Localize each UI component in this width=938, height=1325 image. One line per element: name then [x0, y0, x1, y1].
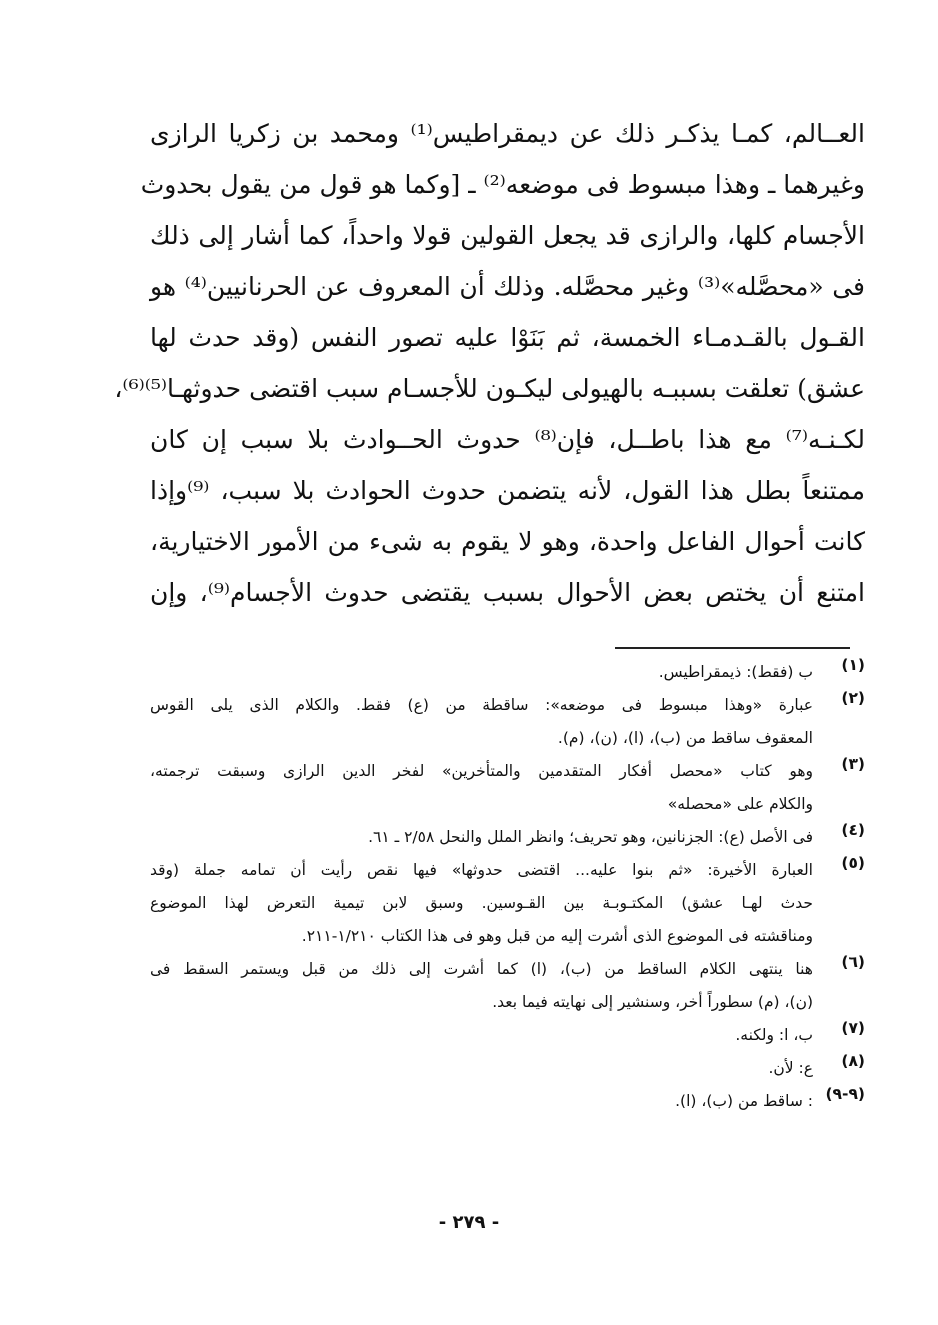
main-line: وغيرهما ـ وهذا مبسوط فى موضعه⁽²⁾ ـ [وكما هو قول من يقول بحدوث	[140, 170, 865, 199]
footnotes	[150, 656, 865, 1118]
footnote-number: (٤)	[841, 821, 865, 839]
main-line: امتنع أن يختص بعض الأحوال بسبب يقتضى حدوث الأجسام⁽⁹⁾، وإن	[150, 578, 865, 607]
main-line: لكـنـه⁽⁷⁾ مع هذا باطــل، فإن⁽⁸⁾ حدوث الحــوادث بلا سبب إن كان	[150, 425, 865, 454]
footnote	[150, 821, 865, 854]
footnote-line: فى الأصل (ع): الجزنانين، وهو تحريف؛ وانظر الملل والنحل ٢/٥٨ ـ ٦١.	[368, 828, 813, 846]
footnote	[150, 1019, 865, 1052]
footnote-line: ب، ا: ولكنه.	[735, 1026, 813, 1044]
footnote-line: حدث لهـا عشق) المكتـوبـة بين القـوسين. وسبق لابن تيمية التعرض لهذا الموضوع	[150, 894, 813, 912]
main-line: كانت أحوال الفاعل واحدة، وهو لا يقوم به شىء من الأمور الاختيارية،	[150, 527, 865, 556]
footnote-number: (٧)	[841, 1019, 865, 1037]
footnote-number: (٨)	[841, 1052, 865, 1070]
page-number: - ٢٧٩ -	[438, 1212, 500, 1233]
main-line: القـول بالقـدمـاء الخمسة، ثم بَنَوْا عليه تصور النفس (وقد حدث لها	[150, 323, 865, 352]
main-line: الأجسام كلها، والرازى قد يجعل القولين قولا واحداً، كما أشار إلى ذلك	[150, 221, 865, 250]
footnote-line: والكلام على «محصله»	[667, 795, 813, 813]
footnote-line: : ساقط من (ب)، (ا).	[675, 1092, 813, 1110]
main-line: ممتنعاً بطل هذا القول، لأنه يتضمن حدوث الحوادث بلا سبب، ⁽⁹⁾وإذا	[150, 476, 865, 505]
footnote-number: (١)	[841, 656, 865, 674]
footnote	[150, 755, 865, 821]
main-line: عشق) تعلقت بسببـه بالهيولى ليكـون للأجسـام سبب اقتضى حدوثهـا⁽⁵⁾⁽⁶⁾،	[114, 374, 865, 403]
footnote-number: (٢)	[841, 689, 865, 707]
footnote-line: ع: لأن.	[768, 1059, 813, 1077]
footnote-line: وهو كتاب «محصل أفكار المتقدمين والمتأخرين» لفخر الدين الرازى وسبقت ترجمته،	[150, 762, 813, 780]
footnote-line: عبارة «وهذا مبسوط فى موضعه»: ساقطة من (ع) فقط. والكلام الذى يلى القوس	[150, 696, 813, 714]
footnote	[150, 689, 865, 755]
footnote-line: ومناقشته فى الموضوع الذى أشرت إليه من قبل وهو فى هذا الكتاب ١/٢١٠-٢١١.	[301, 927, 813, 945]
footnote-number: (٣)	[841, 755, 865, 773]
footnote	[150, 953, 865, 1019]
footnote	[150, 656, 865, 689]
footnote-line: (ن)، (م) سطوراً أخر، وسنشير إلى نهايته فيما بعد.	[492, 993, 813, 1011]
footnote-number: (٩-٩)	[825, 1085, 865, 1103]
footnote-number: (٦)	[841, 953, 865, 971]
footnote	[150, 854, 865, 953]
footnote	[150, 1052, 865, 1085]
footnote-number: (٥)	[841, 854, 865, 872]
footnote-line: هنا ينتهى الكلام الساقط من (ب)، (ا) كما أشرت إلى ذلك من قبل ويستمر السقط فى	[150, 960, 813, 978]
main-line: فى «محصَّله»⁽³⁾ وغير محصَّله. وذلك أن المعروف عن الحرنانيين⁽⁴⁾ هو	[150, 272, 866, 301]
footnote	[150, 1085, 865, 1118]
main-line: العــالم، كمـا يذكـر ذلك عن ديمقراطيس⁽¹⁾ ومحمد بن زكريا الرازى	[150, 119, 865, 148]
footnote-line: العبارة الأخيرة: «ثم بنوا عليه... اقتضى حدوثها» فيها نقص رأيت أن تمامه جملة (وقد	[150, 861, 813, 879]
main-text	[114, 108, 866, 618]
footnote-line: المعقوف ساقط من (ب)، (ا)، (ن)، (م).	[557, 729, 813, 747]
footnote-divider	[615, 647, 850, 649]
footnote-line: ب (فقط): ذيمقراطيس.	[658, 663, 813, 681]
